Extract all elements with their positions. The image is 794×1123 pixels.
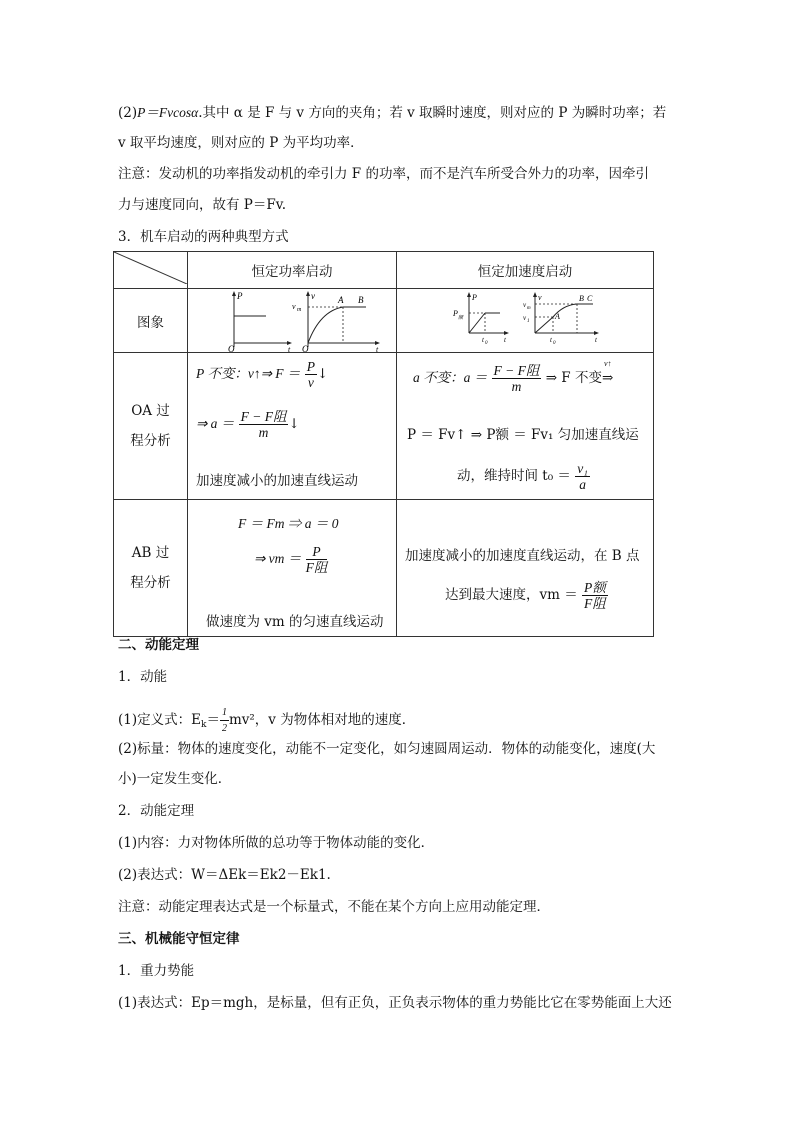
- frac-num: 1: [220, 705, 229, 721]
- axis-label-v-2: v: [538, 293, 542, 302]
- label-t0-sub: 0: [485, 341, 488, 346]
- axis-label-P: P: [237, 291, 243, 301]
- col-header-constant-power: 恒定功率启动: [188, 252, 397, 289]
- frac-v1-over-a: [575, 461, 590, 492]
- row-label-ab-2: 程分析: [130, 575, 171, 591]
- frac-den: F阻: [584, 596, 606, 611]
- oa-left-line2: [196, 409, 300, 440]
- oa-right-line1: [413, 359, 614, 394]
- formula-prefix: (2): [118, 105, 138, 121]
- velocity-arrow: [601, 359, 614, 386]
- gravity-pe-expr: (1)表达式：Ep＝mgh，是标量，但有正负，正负表示物体的重力势能比它在零势能面上大还: [118, 995, 672, 1011]
- col-header-constant-accel: 恒定加速度启动: [397, 252, 654, 289]
- ab-left-line1: F ＝ Fm ⇒ a ＝ 0: [238, 516, 339, 531]
- axis-label-t-3: t: [504, 336, 506, 344]
- formula-line: [118, 104, 666, 122]
- note-line-1: 注意：发动机的功率指发动机的牵引力 F 的功率，而不是汽车所受合外力的功率，因牵引: [118, 166, 649, 182]
- row-label-ab-1: AB 过: [131, 545, 170, 561]
- graph-cell-constant-power: [188, 289, 397, 353]
- constant-power-graphs: [188, 289, 396, 352]
- oa-right-line1-pre: a 不变：a ＝: [413, 370, 488, 385]
- frac-den: m: [511, 379, 522, 394]
- axis-label-P-2: P: [472, 293, 477, 302]
- diagonal-line: [114, 252, 187, 284]
- frac-num: F − F阻: [240, 409, 287, 424]
- formula-desc: .其中 α 是 F 与 v 方向的夹角；若 v 取瞬时速度，则对应的 P 为瞬时功率；若: [198, 105, 667, 121]
- oa-left-line1: [196, 359, 328, 390]
- oa-left-line3: 加速度减小的加速直线运动: [196, 473, 358, 489]
- label-v1: v: [523, 314, 527, 322]
- point-label-A: A: [338, 295, 344, 305]
- row-label-graph: 图象: [114, 289, 188, 353]
- label-vm-sub: m: [297, 307, 302, 313]
- label-vm-2: v: [523, 301, 527, 309]
- frac-num: v₁: [577, 461, 588, 476]
- ab-left-line2-pre: ⇒ vm ＝: [254, 551, 302, 566]
- axis-label-t: t: [288, 345, 291, 352]
- frac-num: P: [306, 359, 315, 374]
- scalar-line-1: (2)标量：物体的速度变化，动能不一定变化，如匀速圆周运动．物体的动能变化，速度(大: [118, 741, 656, 757]
- theorem-expression: (2)表达式：W＝ΔEk＝Ek2－Ek1.: [118, 867, 331, 883]
- oa-left-line2-pre: ⇒ a ＝: [196, 416, 235, 431]
- ab-right-line2-pre: 达到最大速度，vm ＝: [445, 587, 578, 603]
- axis-label-t-4: t: [595, 336, 597, 344]
- label-P-rated-sub: 额: [458, 316, 464, 321]
- def-prefix: (1)定义式：E: [118, 712, 201, 728]
- frac-accel: [239, 409, 289, 440]
- frac-den: m: [258, 425, 269, 440]
- theorem-note: 注意：动能定理表达式是一个标量式，不能在某个方向上应用动能定理．: [118, 899, 550, 915]
- frac-den: v: [307, 375, 314, 390]
- frac-vm: [306, 544, 328, 575]
- oa-analysis-constant-accel: [397, 353, 654, 500]
- avg-power-line: v 取平均速度，则对应的 P 为平均功率．: [118, 135, 364, 151]
- def-rest: mv²，v 为物体相对地的速度．: [228, 712, 416, 728]
- point-label-A-2: A: [555, 312, 560, 321]
- theorem-content: (1)内容：力对物体所做的总功等于物体动能的变化．: [118, 835, 435, 851]
- velocity-arrow-symbol: ⇒: [601, 370, 614, 386]
- frac-P-over-v: [305, 359, 317, 390]
- oa-left-line1-post: ↓: [316, 366, 329, 382]
- row-label-oa-1: OA 过: [131, 403, 170, 419]
- oa-left-line1-pre: P 不变：v↑⇒ F ＝: [196, 366, 301, 381]
- gravity-pe-heading: 1．重力势能: [118, 963, 195, 979]
- ab-right-line2: [445, 580, 608, 611]
- frac-one-half: [220, 705, 229, 736]
- ab-left-line3: 做速度为 vm 的匀速直线运动: [206, 614, 384, 630]
- row-label-oa-2: 程分析: [130, 433, 171, 449]
- frac-num: P额: [584, 580, 606, 595]
- scalar-line-2: 小)一定发生变化．: [118, 771, 232, 787]
- ab-analysis-constant-accel: [397, 500, 654, 637]
- power-formula: P＝Fvcosα: [137, 105, 199, 120]
- graph-cell-constant-accel: [397, 289, 654, 353]
- origin-label: O: [228, 344, 235, 352]
- frac-den: 2: [221, 723, 227, 734]
- ab-left-line2: [254, 544, 327, 575]
- point-label-C: C: [587, 294, 593, 303]
- point-label-B: B: [358, 295, 364, 305]
- theorem-heading: 2．动能定理: [118, 803, 195, 819]
- oa-right-line1-post: ⇒ F 不变: [545, 370, 602, 386]
- section-3-title: 3．机车启动的两种典型方式: [118, 229, 289, 245]
- kinetic-energy-def: [118, 705, 415, 736]
- def-equals: ＝: [206, 712, 220, 728]
- label-vm-2-sub: m: [527, 306, 531, 311]
- startup-table: [113, 251, 654, 637]
- constant-accel-graphs: [397, 289, 653, 352]
- row-label-ab: [114, 500, 188, 637]
- section-3-heading: 三、机械能守恒定律: [118, 931, 240, 947]
- label-t0-2: t: [550, 336, 552, 344]
- label-t0: t: [482, 336, 484, 344]
- frac-den: F阻: [305, 560, 328, 575]
- oa-right-line3: [457, 461, 590, 492]
- frac-den: a: [579, 477, 586, 492]
- axis-label-t-2: t: [376, 345, 379, 352]
- axis-label-v: v: [311, 291, 315, 301]
- label-v1-sub: 1: [527, 319, 530, 324]
- oa-right-line3-pre: 动，维持时间 t₀ ＝: [457, 468, 571, 484]
- ab-analysis-constant-power: [188, 500, 397, 637]
- frac-vm-rated: [582, 580, 608, 611]
- note-line-2: 力与速度同向，故有 P＝Fv.: [118, 197, 287, 213]
- ab-right-line1: 加速度减小的加速度直线运动，在 B 点: [405, 548, 640, 564]
- label-vm: v: [292, 302, 296, 311]
- oa-right-line2: P ＝ Fv↑ ⇒ P额 ＝ Fv₁ 匀加速直线运: [407, 427, 639, 443]
- diagonal-header-cell: [114, 252, 188, 289]
- velocity-arrow-label: v↑: [603, 359, 612, 368]
- oa-analysis-constant-power: [188, 353, 397, 500]
- frac-num: F − F阻: [493, 363, 540, 378]
- frac-accel-right: [492, 363, 542, 394]
- origin-label-2: O: [302, 344, 309, 352]
- def-subscript: k: [200, 720, 207, 730]
- oa-left-line2-post: ↓: [288, 416, 300, 432]
- point-label-B-2: B: [579, 294, 584, 303]
- kinetic-energy-heading: 1．动能: [118, 669, 168, 685]
- section-2-title: 二、动能定理: [118, 637, 199, 653]
- frac-num: P: [306, 544, 328, 560]
- label-t0-2-sub: 0: [553, 341, 556, 346]
- label-P-rated: P: [453, 309, 458, 318]
- row-label-oa: [114, 353, 188, 500]
